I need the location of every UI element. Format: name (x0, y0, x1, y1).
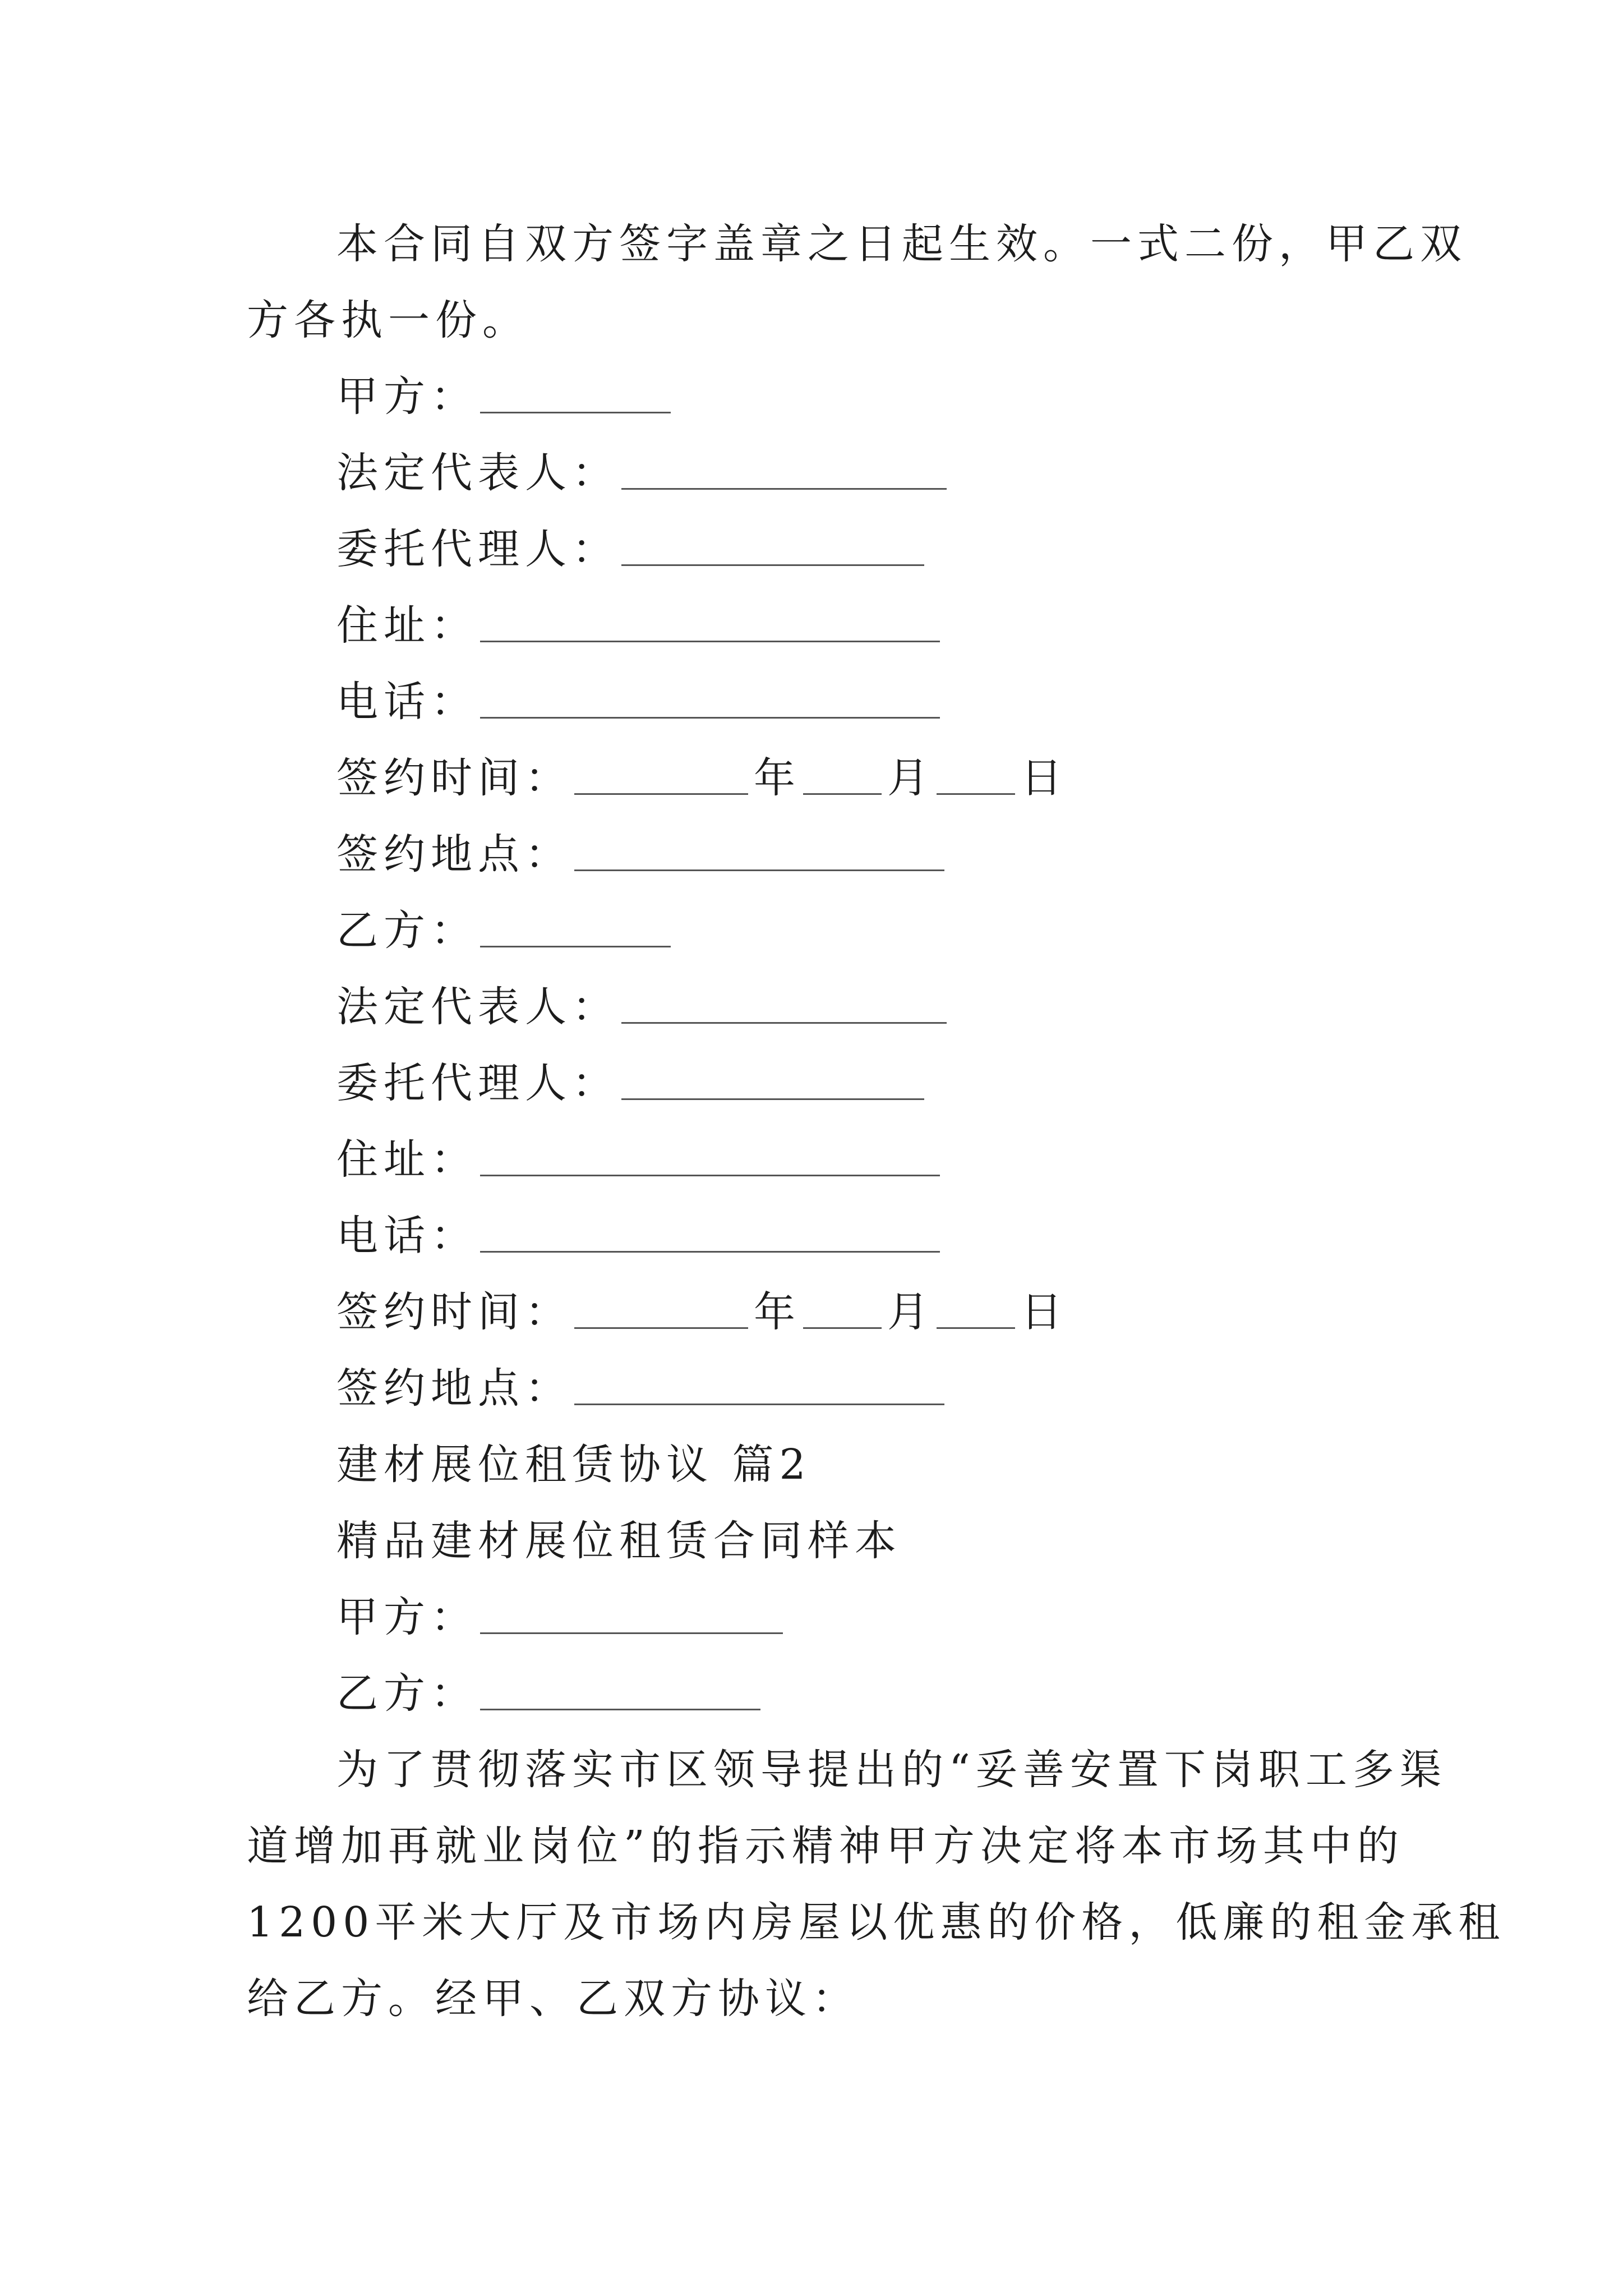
party-a-year-blank (574, 747, 748, 795)
section2-intro-line1: 为了贯彻落实市区领导提出的“妥善安置下岗职工多渠 (336, 1746, 1447, 1794)
party-b-name-row (0, 900, 1623, 961)
paragraph-effect-line2: 方各执一份。 (247, 296, 529, 344)
party-a-place-label: 签约地点： (336, 830, 572, 878)
party-a-month-blank (803, 747, 882, 795)
party-b-rep-blank (621, 976, 947, 1024)
party-a-phone-row (0, 671, 1623, 733)
party-b-rep-row (0, 976, 1623, 1038)
party-a-month-label: 月 (887, 754, 934, 802)
section2-party-b-label: 乙方： (336, 1669, 478, 1718)
section2-party-a-row (0, 1586, 1623, 1648)
party-a-name-row (0, 366, 1623, 427)
section2-heading: 建材展位租赁协议 篇2 (336, 1441, 811, 1489)
party-a-phone-blank (480, 671, 940, 719)
party-b-address-label: 住址： (336, 1135, 478, 1184)
party-b-agent-label: 委托代理人： (336, 1059, 619, 1107)
party-a-date-row (0, 747, 1623, 809)
section2-intro-line2: 道增加再就业岗位”的指示精神甲方决定将本市场其中的 (247, 1822, 1404, 1870)
party-a-rep-label: 法定代表人： (336, 449, 619, 497)
party-a-name-blank (480, 366, 671, 413)
party-b-month-blank (803, 1281, 882, 1329)
party-a-agent-label: 委托代理人： (336, 525, 619, 573)
section2-intro-line3: 1200平米大厅及市场内房屋以优惠的价格，低廉的租金承租 (247, 1898, 1506, 1947)
party-b-date-row (0, 1281, 1623, 1343)
party-b-place-row (0, 1358, 1623, 1419)
party-b-agent-row (0, 1052, 1623, 1114)
party-b-phone-row (0, 1205, 1623, 1267)
party-b-rep-label: 法定代表人： (336, 983, 619, 1031)
party-b-address-blank (480, 1129, 940, 1176)
party-b-address-row (0, 1129, 1623, 1190)
paragraph-effect-line1: 本合同自双方签字盖章之日起生效。一式二份，甲乙双 (336, 220, 1467, 268)
party-a-place-row (0, 823, 1623, 885)
party-b-place-blank (574, 1358, 944, 1405)
section2-party-b-row (0, 1663, 1623, 1724)
party-a-address-blank (480, 595, 940, 642)
section2-intro-line4: 给乙方。经甲、乙双方协议： (247, 1975, 859, 2023)
party-b-day-label: 日 (1021, 1288, 1068, 1336)
party-b-date-label: 签约时间： (336, 1288, 572, 1336)
party-a-day-label: 日 (1021, 754, 1068, 802)
section2-subtitle: 精品建材展位租赁合同样本 (336, 1517, 902, 1565)
party-a-address-row (0, 595, 1623, 656)
party-a-day-blank (937, 747, 1015, 795)
party-b-agent-blank (621, 1052, 924, 1100)
party-a-phone-label: 电话： (336, 678, 478, 726)
party-a-place-blank (574, 823, 944, 871)
party-b-name-blank (480, 900, 671, 947)
party-a-name-label: 甲方： (336, 372, 478, 421)
party-a-rep-blank (621, 442, 947, 490)
party-b-year-label: 年 (754, 1288, 801, 1336)
party-a-date-label: 签约时间： (336, 754, 572, 802)
party-b-phone-label: 电话： (336, 1212, 478, 1260)
party-a-address-label: 住址： (336, 601, 478, 650)
party-b-name-label: 乙方： (336, 907, 478, 955)
section2-party-b-blank (480, 1663, 760, 1710)
section2-party-a-label: 甲方： (336, 1593, 478, 1641)
party-a-year-label: 年 (754, 754, 801, 802)
party-b-year-blank (574, 1281, 748, 1329)
party-b-place-label: 签约地点： (336, 1364, 572, 1412)
party-b-month-label: 月 (887, 1288, 934, 1336)
section2-party-a-blank (480, 1586, 783, 1634)
party-a-rep-row (0, 442, 1623, 504)
party-b-day-blank (937, 1281, 1015, 1329)
party-a-agent-blank (621, 518, 924, 566)
party-a-agent-row (0, 518, 1623, 580)
party-b-phone-blank (480, 1205, 940, 1253)
